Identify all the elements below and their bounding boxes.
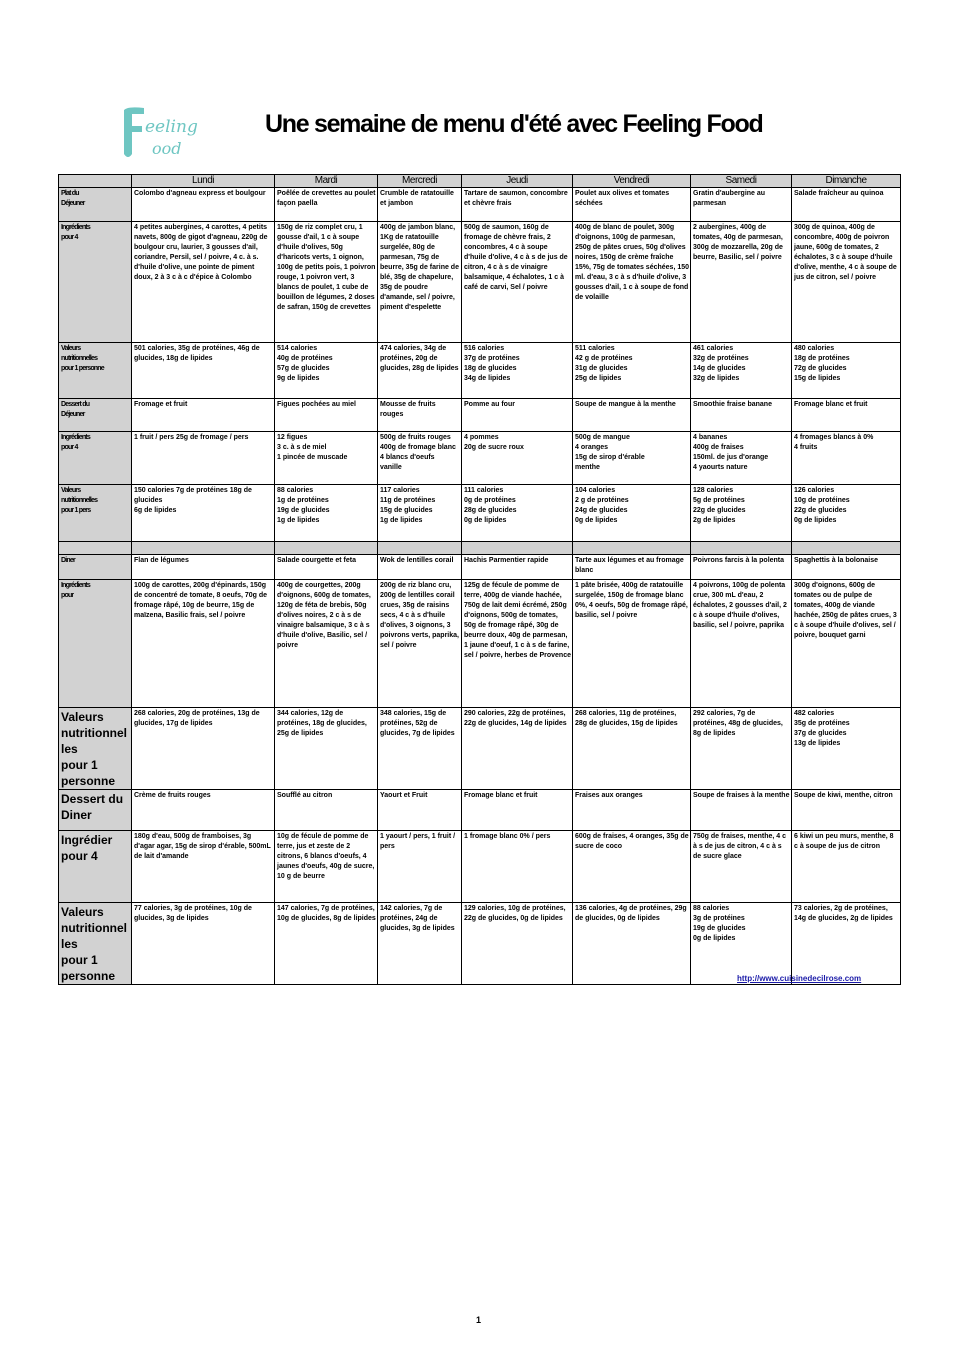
menu-cell: 73 calories, 2g de protéines, 14g de glucides, 2g de lipides xyxy=(792,903,901,985)
menu-cell: 104 calories 2 g de protéines 24g de glucides 0g de lipides xyxy=(573,485,691,542)
footer-link[interactable]: http://www.cuisinedecilrose.com xyxy=(737,974,862,983)
menu-cell: 482 calories 35g de protéines 37g de glucides 13g de lipides xyxy=(792,708,901,790)
menu-table xyxy=(58,174,901,985)
menu-row xyxy=(59,708,901,790)
separator-cell xyxy=(792,542,901,555)
menu-cell: 117 calories 11g de protéines 15g de glucides 1g de lipides xyxy=(378,485,462,542)
menu-cell: Fromage blanc et fruit xyxy=(792,399,901,432)
day-header: Vendredi xyxy=(573,175,691,188)
menu-cell: 290 calories, 22g de protéines, 22g de glucides, 14g de lipides xyxy=(462,708,573,790)
menu-cell: 501 calories, 35g de protéines, 46g de glucides, 18g de lipides xyxy=(132,343,275,399)
menu-cell: 100g de carottes, 200g d'épinards, 150g de concentré de tomate, 8 oeufs, 70g de fromage râpé, 10g de beurre, 15g de maïzena, Basilic frais, sel / poivre xyxy=(132,580,275,708)
menu-cell: 1 pâte brisée, 400g de ratatouille surgelée, 150g de fromage blanc 0%, 4 oeufs, 50g de fromage râpé, basilic, sel / poivre xyxy=(573,580,691,708)
day-header: Mardi xyxy=(275,175,378,188)
day-header: Samedi xyxy=(691,175,792,188)
separator-cell xyxy=(378,542,462,555)
menu-cell: Crumble de ratatouille et jambon xyxy=(378,188,462,222)
menu-row xyxy=(59,903,901,985)
menu-row xyxy=(59,399,901,432)
menu-cell: Soupe de mangue à la menthe xyxy=(573,399,691,432)
menu-cell: Poulet aux olives et tomates séchées xyxy=(573,188,691,222)
menu-cell: 136 calories, 4g de protéines, 29g de glucides, 0g de lipides xyxy=(573,903,691,985)
day-header: Jeudi xyxy=(462,175,573,188)
menu-cell: 400g de jambon blanc, 1Kg de ratatouille surgelée, 80g de parmesan, 75g de beurre, 35g de farine de blé, 35g de chapelure, 35g de poudre d'amande, sel / poivre, piment d'espelette xyxy=(378,222,462,343)
menu-cell: Mousse de fruits rouges xyxy=(378,399,462,432)
menu-cell: 461 calories 32g de protéines 14g de glucides 32g de lipides xyxy=(691,343,792,399)
menu-row xyxy=(59,580,901,708)
corner-cell xyxy=(59,175,132,188)
menu-cell: Fraises aux oranges xyxy=(573,790,691,831)
menu-cell: 129 calories, 10g de protéines, 22g de glucides, 0g de lipides xyxy=(462,903,573,985)
menu-cell: 88 calories 1g de protéines 19g de glucides 1g de lipides xyxy=(275,485,378,542)
row-label: Dessert du Déjeuner xyxy=(59,399,132,432)
menu-cell: Soufflé au citron xyxy=(275,790,378,831)
menu-row xyxy=(59,790,901,831)
day-header: Lundi xyxy=(132,175,275,188)
menu-cell: 150 calories 7g de protéines 18g de glucides 6g de lipides xyxy=(132,485,275,542)
menu-cell: Yaourt et Fruit xyxy=(378,790,462,831)
feeling-food-logo xyxy=(118,104,214,166)
separator-cell xyxy=(573,542,691,555)
menu-cell: 300g d'oignons, 600g de tomates ou de pulpe de tomates, 400g de viande hachée, 250g de pâtes crues, 3 c à soupe d'huile d'olives, sel / poivre, bouquet garni xyxy=(792,580,901,708)
menu-cell: Soupe de fraises à la menthe xyxy=(691,790,792,831)
menu-cell: 142 calories, 7g de protéines, 24g de glucides, 3g de lipides xyxy=(378,903,462,985)
menu-cell: Colombo d'agneau express et boulgour xyxy=(132,188,275,222)
menu-cell: Gratin d'aubergine au parmesan xyxy=(691,188,792,222)
menu-cell: 150g de riz complet cru, 1 gousse d'ail, 1 c à soupe d'huile d'olives, 50g d'haricots verts, 1 oignon, 100g de petits pois, 1 poivron rouge, 1 poivron vert, 3 blancs de poulet, 1 cube de bouillon de légumes, 2 doses de safran, 150g de crevettes xyxy=(275,222,378,343)
days-header-row xyxy=(59,175,901,188)
menu-cell: 514 calories 40g de protéines 57g de glucides 9g de lipides xyxy=(275,343,378,399)
menu-cell: 511 calories 42 g de protéines 31g de glucides 25g de lipides xyxy=(573,343,691,399)
menu-cell: Pomme au four xyxy=(462,399,573,432)
menu-cell: 4 petites aubergines, 4 carottes, 4 petits navets, 800g de gigot d'agneau, 220g de boulgour cru, laurier, 3 gousses d'ail, coriandre, Persil, sel / poivre, 4 c. à s. d'huile d'olive, une pointe de piment doux, 2 à 3 c à c d'épice à Colombo xyxy=(132,222,275,343)
menu-row xyxy=(59,555,901,580)
menu-cell: 200g de riz blanc cru, 200g de lentilles corail crues, 35g de raisins secs, 4 c à s d'huile d'olives, 3 oignons, 3 poivrons verts, paprika, sel / poivre xyxy=(378,580,462,708)
menu-cell: Fromage et fruit xyxy=(132,399,275,432)
row-label: Valeurs nutritionnelles pour 1 pers xyxy=(59,485,132,542)
day-header: Mercredi xyxy=(378,175,462,188)
separator-cell xyxy=(132,542,275,555)
menu-cell: Poivrons farcis à la polenta xyxy=(691,555,792,580)
menu-cell: 474 calories, 34g de protéines, 20g de glucides, 28g de lipides xyxy=(378,343,462,399)
row-label: Diner xyxy=(59,555,132,580)
menu-cell: 4 fromages blancs à 0% 4 fruits xyxy=(792,432,901,485)
menu-cell: 268 calories, 20g de protéines, 13g de glucides, 17g de lipides xyxy=(132,708,275,790)
page-number: 1 xyxy=(476,1315,482,1325)
row-label: Plat du Déjeuner xyxy=(59,188,132,222)
row-label: Valeurs nutritionnelles pour 1 personne xyxy=(59,903,132,985)
menu-row xyxy=(59,188,901,222)
svg-text:ood: ood xyxy=(152,139,182,158)
menu-cell: 88 calories 3g de protéines 19g de glucides 0g de lipides xyxy=(691,903,792,985)
row-label: Valeurs nutritionnelles pour 1 personne xyxy=(59,708,132,790)
menu-row xyxy=(59,343,901,399)
menu-cell: 292 calories, 7g de protéines, 48g de glucides, 8g de lipides xyxy=(691,708,792,790)
menu-row xyxy=(59,485,901,542)
menu-cell: 1 yaourt / pers, 1 fruit / pers xyxy=(378,831,462,903)
menu-row xyxy=(59,432,901,485)
menu-cell: Salade fraîcheur au quinoa xyxy=(792,188,901,222)
separator-cell xyxy=(691,542,792,555)
menu-cell: 147 calories, 7g de protéines, 10g de glucides, 8g de lipides xyxy=(275,903,378,985)
menu-cell: 400g de blanc de poulet, 300g d'oignons, 100g de parmesan, 250g de pâtes crues, 50g d'olives noires, 150g de crème fraîche 15%, 75g de tomates séchées, 150 ml. d'eau, 3 c à s d'huile d'olive, 3 gousses d'ail, 1 c à soupe de fond de volaille xyxy=(573,222,691,343)
menu-cell: 500g de fruits rouges 400g de fromage blanc 4 blancs d'oeufs vanille xyxy=(378,432,462,485)
menu-cell: 348 calories, 15g de protéines, 52g de glucides, 7g de lipides xyxy=(378,708,462,790)
menu-cell: 516 calories 37g de protéines 18g de glucides 34g de lipides xyxy=(462,343,573,399)
row-label: Ingrédients pour 4 xyxy=(59,222,132,343)
menu-cell: 6 kiwi un peu murs, menthe, 8 c à soupe de jus de citron xyxy=(792,831,901,903)
menu-cell: Soupe de kiwi, menthe, citron xyxy=(792,790,901,831)
menu-cell: 125g de fécule de pomme de terre, 400g de viande hachée, 750g de lait demi écrémé, 250g d'oignons, 500g de tomates, 50g de fromage râpé, 30g de beurre doux, 40g de parmesan, 1 jaune d'oeuf, 1 c à s de farine, sel / poivre, herbes de Provence xyxy=(462,580,573,708)
menu-cell: 12 figues 3 c. à s de miel 1 pincée de muscade xyxy=(275,432,378,485)
row-label: Dessert du Diner xyxy=(59,790,132,831)
menu-cell: Wok de lentilles corail xyxy=(378,555,462,580)
menu-cell: 500g de mangue 4 oranges 15g de sirop d'érable menthe xyxy=(573,432,691,485)
menu-cell: 10g de fécule de pomme de terre, jus et zeste de 2 citrons, 6 blancs d'oeufs, 4 jaunes d'oeufs, 40g de sucre, 10 g de beurre xyxy=(275,831,378,903)
menu-cell: 77 calories, 3g de protéines, 10g de glucides, 3g de lipides xyxy=(132,903,275,985)
menu-row xyxy=(59,222,901,343)
menu-cell: 500g de saumon, 160g de fromage de chèvre frais, 2 concombres, 4 c à soupe d'huile d'olive, 4 c à s de jus de citron, 4 c à s de vinaigre balsamique, 4 échalotes, 1 c à café de carvi, Sel / poivre xyxy=(462,222,573,343)
separator-cell xyxy=(59,542,132,555)
menu-cell: Smoothie fraise banane xyxy=(691,399,792,432)
menu-cell: 750g de fraises, menthe, 4 c à s de jus de citron, 4 c à s de sucre glace xyxy=(691,831,792,903)
menu-cell: 1 fromage blanc 0% / pers xyxy=(462,831,573,903)
row-label: Ingrédients pour 4 xyxy=(59,432,132,485)
menu-cell: 480 calories 18g de protéines 72g de glucides 15g de lipides xyxy=(792,343,901,399)
menu-cell: Tarte aux légumes et au fromage blanc xyxy=(573,555,691,580)
menu-cell: Salade courgette et feta xyxy=(275,555,378,580)
menu-cell: Fromage blanc et fruit xyxy=(462,790,573,831)
row-label: Valeurs nutritionnelles pour 1 personne xyxy=(59,343,132,399)
menu-cell: 4 pommes 20g de sucre roux xyxy=(462,432,573,485)
menu-cell: 268 calories, 11g de protéines, 28g de glucides, 15g de lipides xyxy=(573,708,691,790)
menu-cell: 1 fruit / pers 25g de fromage / pers xyxy=(132,432,275,485)
row-label: Ingrédier pour 4 xyxy=(59,831,132,903)
menu-cell: 400g de courgettes, 200g d'oignons, 600g de tomates, 120g de féta de brebis, 50g d'olives noires, 2 c à s de vinaigre balsamique, 3 c à s d'huile d'olive, Basilic, sel / poivre xyxy=(275,580,378,708)
day-header: Dimanche xyxy=(792,175,901,188)
menu-cell: 4 poivrons, 100g de polenta crue, 300 mL d'eau, 2 échalotes, 2 gousses d'ail, 2 c à soupe d'huile d'olives, basilic, sel / poivre, paprika xyxy=(691,580,792,708)
menu-cell: Spaghettis à la bolonaise xyxy=(792,555,901,580)
row-label: Ingrédients pour xyxy=(59,580,132,708)
page-title: Une semaine de menu d'été avec Feeling Food xyxy=(265,110,763,138)
menu-cell: Figues pochées au miel xyxy=(275,399,378,432)
menu-cell: 128 calories 5g de protéines 22g de glucides 2g de lipides xyxy=(691,485,792,542)
menu-cell: 2 aubergines, 400g de tomates, 40g de parmesan, 300g de mozzarella, 20g de beurre, Basilic, sel / poivre xyxy=(691,222,792,343)
separator-cell xyxy=(275,542,378,555)
menu-row xyxy=(59,831,901,903)
menu-cell: 126 calories 10g de protéines 22g de glucides 0g de lipides xyxy=(792,485,901,542)
menu-cell: 4 bananes 400g de fraises 150ml. de jus d'orange 4 yaourts nature xyxy=(691,432,792,485)
menu-cell: Poêlée de crevettes au poulet façon paella xyxy=(275,188,378,222)
menu-cell: 300g de quinoa, 400g de concombre, 400g de poivron jaune, 600g de tomates, 2 échalotes, 3 c à soupe d'huile d'olive, menthe, 4 c à soupe de jus de citron, sel / poivre xyxy=(792,222,901,343)
menu-cell: 344 calories, 12g de protéines, 18g de glucides, 25g de lipides xyxy=(275,708,378,790)
menu-cell: Flan de légumes xyxy=(132,555,275,580)
menu-cell: 111 calories 0g de protéines 28g de glucides 0g de lipides xyxy=(462,485,573,542)
menu-cell: Tartare de saumon, concombre et chèvre frais xyxy=(462,188,573,222)
menu-cell: Hachis Parmentier rapide xyxy=(462,555,573,580)
svg-text:eeling: eeling xyxy=(145,117,198,137)
menu-cell: 600g de fraises, 4 oranges, 35g de sucre de coco xyxy=(573,831,691,903)
section-separator xyxy=(59,542,901,555)
menu-cell: 180g d'eau, 500g de framboises, 3g d'agar agar, 15g de sirop d'érable, 500mL de lait d'amande xyxy=(132,831,275,903)
separator-cell xyxy=(462,542,573,555)
menu-cell: Crème de fruits rouges xyxy=(132,790,275,831)
